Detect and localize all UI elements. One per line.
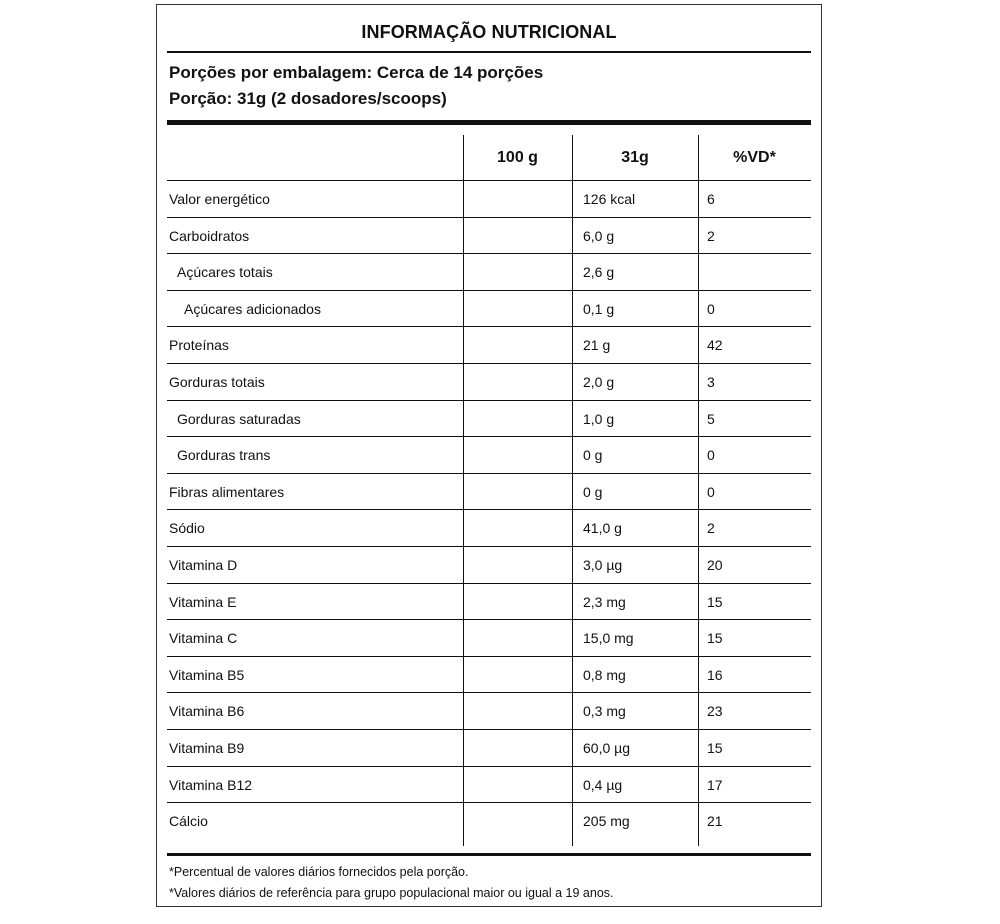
- table-row: [167, 327, 811, 364]
- table-header-row: [167, 135, 811, 181]
- daily-value-percent: 42: [707, 337, 723, 354]
- portions-per-package: Porções por embalagem: Cerca de 14 porções: [169, 63, 544, 82]
- nutrient-name: Gorduras trans: [177, 447, 271, 464]
- amount-per-serving: 0,8 mg: [583, 666, 626, 683]
- table-row: [167, 364, 811, 401]
- nutrient-name: Proteínas: [169, 337, 229, 354]
- daily-value-percent: 23: [707, 703, 723, 720]
- daily-value-percent: 0: [707, 447, 715, 464]
- nutrient-name: Vitamina B12: [169, 776, 253, 793]
- nutrient-name: Gorduras totais: [169, 373, 265, 390]
- amount-per-serving: 15,0 mg: [583, 630, 634, 647]
- footnote-daily-percent: *Percentual de valores diários fornecidos pela porção.: [169, 865, 469, 879]
- amount-per-serving: 0 g: [583, 447, 603, 464]
- amount-per-serving: 205 mg: [583, 813, 630, 830]
- header-per-100g: 100 g: [497, 149, 538, 166]
- daily-value-percent: 20: [707, 556, 723, 573]
- amount-per-serving: 126 kcal: [583, 191, 636, 207]
- amount-per-serving: 41,0 g: [583, 520, 622, 537]
- amount-per-serving: 1,0 g: [583, 410, 615, 427]
- table-row: [167, 803, 811, 840]
- table-row: [167, 730, 811, 767]
- footnotes: [167, 853, 811, 900]
- amount-per-serving: 2,3 mg: [583, 593, 626, 610]
- nutrition-table: [167, 135, 811, 900]
- daily-value-percent: 16: [707, 666, 723, 683]
- daily-value-percent: 15: [707, 739, 723, 756]
- table-row: [167, 218, 811, 255]
- nutrient-name: Cálcio: [169, 813, 208, 830]
- table-row: [167, 291, 811, 328]
- daily-value-percent: 3: [707, 373, 715, 390]
- nutrient-name: Vitamina B9: [169, 739, 245, 756]
- table-row: [167, 510, 811, 547]
- nutrient-name: Sódio: [169, 520, 205, 537]
- daily-value-percent: 15: [707, 630, 723, 647]
- table-row: [167, 547, 811, 584]
- daily-value-percent: 15: [707, 593, 723, 610]
- table-row: [167, 401, 811, 438]
- nutrient-name: Vitamina B5: [169, 666, 245, 683]
- footnote-reference-values: *Valores diários de referência para grupo populacional maior ou igual a 19 anos.: [169, 886, 614, 900]
- amount-per-serving: 21 g: [583, 337, 611, 354]
- title-divider: [167, 51, 811, 53]
- nutrient-name: Vitamina E: [169, 593, 237, 610]
- nutrient-name: Gorduras saturadas: [177, 410, 301, 427]
- nutrient-name: Açúcares totais: [177, 264, 273, 281]
- table-row: [167, 767, 811, 804]
- table-row: [167, 474, 811, 511]
- nutrient-name: Fibras alimentares: [169, 483, 285, 500]
- nutrient-name: Valor energético: [169, 191, 270, 207]
- nutrient-name: Vitamina B6: [169, 703, 245, 720]
- amount-per-serving: 2,6 g: [583, 264, 615, 281]
- label-title: INFORMAÇÃO NUTRICIONAL: [361, 22, 617, 42]
- nutrient-name: Açúcares adicionados: [184, 300, 321, 317]
- amount-per-serving: 60,0 µg: [583, 739, 630, 756]
- nutrient-name: Vitamina D: [169, 556, 238, 573]
- nutrient-name: Vitamina C: [169, 630, 238, 647]
- amount-per-serving: 3,0 µg: [583, 556, 623, 573]
- header-daily-value: %VD*: [733, 149, 776, 166]
- amount-per-serving: 0,1 g: [583, 300, 615, 317]
- daily-value-percent: 5: [707, 410, 715, 427]
- amount-per-serving: 0,4 µg: [583, 776, 623, 793]
- daily-value-percent: 17: [707, 776, 723, 793]
- daily-value-percent: 0: [707, 483, 715, 500]
- daily-value-percent: 2: [707, 227, 715, 244]
- nutrition-label: [156, 4, 822, 907]
- amount-per-serving: 2,0 g: [583, 373, 615, 390]
- table-row: [167, 620, 811, 657]
- amount-per-serving: 0,3 mg: [583, 703, 626, 720]
- serving-size: Porção: 31g (2 dosadores/scoops): [169, 89, 447, 108]
- table-row: [167, 657, 811, 694]
- serving-divider: [167, 120, 811, 125]
- table-row: [167, 584, 811, 621]
- table-row: [167, 693, 811, 730]
- table-row: [167, 254, 811, 291]
- daily-value-percent: 0: [707, 300, 715, 317]
- table-row: [167, 181, 811, 218]
- daily-value-percent: 2: [707, 520, 715, 537]
- daily-value-percent: 6: [707, 191, 715, 207]
- nutrient-name: Carboidratos: [169, 227, 250, 244]
- amount-per-serving: 0 g: [583, 483, 603, 500]
- header-nutrient: [167, 135, 463, 180]
- header-per-31g: 31g: [621, 149, 649, 166]
- amount-per-serving: 6,0 g: [583, 227, 615, 244]
- table-row: [167, 437, 811, 474]
- daily-value-percent: 21: [707, 813, 723, 830]
